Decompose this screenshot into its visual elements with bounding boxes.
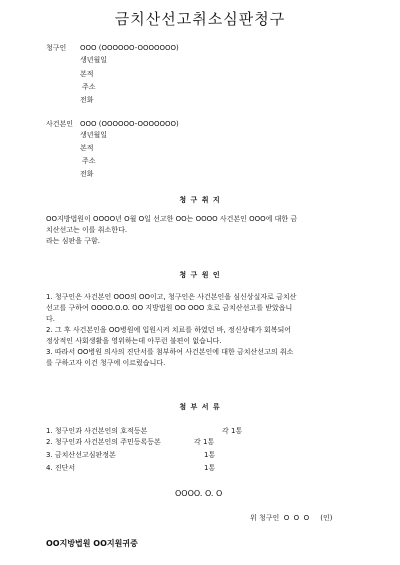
reasons-line: 1. 청구인은 사건본인 OOO의 OO이고, 청구인은 사건본인을 심신상실자로 금치산 <box>46 293 297 301</box>
subject-domicile-label: 본적 <box>80 144 94 152</box>
court-addressee: OO지방법원 OO지원귀중 <box>46 539 138 548</box>
purpose-line: 치산선고는 이를 취소한다. <box>46 226 128 234</box>
subject-birthdate-label: 생년월일 <box>80 131 108 139</box>
reasons-line: 정상적인 사회생활을 영위하는데 아무런 불편이 없습니다. <box>46 337 222 345</box>
purpose-line: 라는 심판을 구함. <box>46 237 101 245</box>
claimant-birthdate-label: 생년월일 <box>80 56 108 64</box>
reasons-heading: 청 구 원 인 <box>179 271 221 279</box>
attachment-item-label: 2. 청구인과 사건본인의 주민등록등본 <box>46 438 161 446</box>
purpose-paragraph <box>46 214 356 247</box>
reasons-paragraph <box>46 292 356 369</box>
attachment-item-label: 1. 청구인과 사건본인의 호적등본 <box>46 427 148 435</box>
subject-name: OOO (OOOOOO-OOOOOOO) <box>80 120 179 128</box>
claimant-label: 청구인 <box>46 44 67 52</box>
attachment-item-count: 1통 <box>204 451 216 459</box>
reasons-line: 선고를 구하여 OOOO.O.O. OO 지방법원 OO OOO 호로 금치산선고를 받았읍니 <box>46 304 293 312</box>
subject-label: 사건본인 <box>46 120 74 128</box>
attachment-item-count: 각 1통 <box>194 438 215 446</box>
reasons-line: 2. 그 후 사건본인을 OO병원에 입원시켜 치료를 하였던 바, 정신상태가 회복되어 <box>46 326 292 334</box>
signature-line: 위 청구인 O O O (인) <box>250 514 333 522</box>
attachment-item-count: 각 1통 <box>222 427 243 435</box>
claimant-name: OOO (OOOOOO-OOOOOOO) <box>80 44 179 52</box>
reasons-line: 다. <box>46 315 55 323</box>
attachment-item-count: 1통 <box>204 464 216 472</box>
subject-address-label: 주소 <box>82 157 96 165</box>
attachments-heading: 첨 부 서 류 <box>179 403 221 411</box>
attachment-item-label: 4. 진단서 <box>46 464 76 472</box>
purpose-heading: 청 구 취 지 <box>179 196 221 204</box>
attachment-item-label: 3. 금치산선고심판정본 <box>46 451 116 459</box>
claimant-domicile-label: 본적 <box>80 70 94 78</box>
purpose-line: OO지방법원이 OOOO년 O월 O일 선고한 OO는 OOOO 사건본인 OOO에 대한 금 <box>46 215 298 223</box>
document-title: 금치산선고취소심판청구 <box>114 10 286 28</box>
filing-date: OOOO. O. O <box>175 489 223 498</box>
claimant-phone-label: 전화 <box>80 96 94 104</box>
reasons-line: 3. 따라서 OO병원 의사의 진단서를 첨부하여 사건본인에 대한 금치산선고의 취소 <box>46 348 294 356</box>
subject-phone-label: 전화 <box>80 170 94 178</box>
claimant-address-label: 주소 <box>82 83 96 91</box>
reasons-line: 를 구하고자 이건 청구에 이르렀습니다. <box>46 359 166 367</box>
